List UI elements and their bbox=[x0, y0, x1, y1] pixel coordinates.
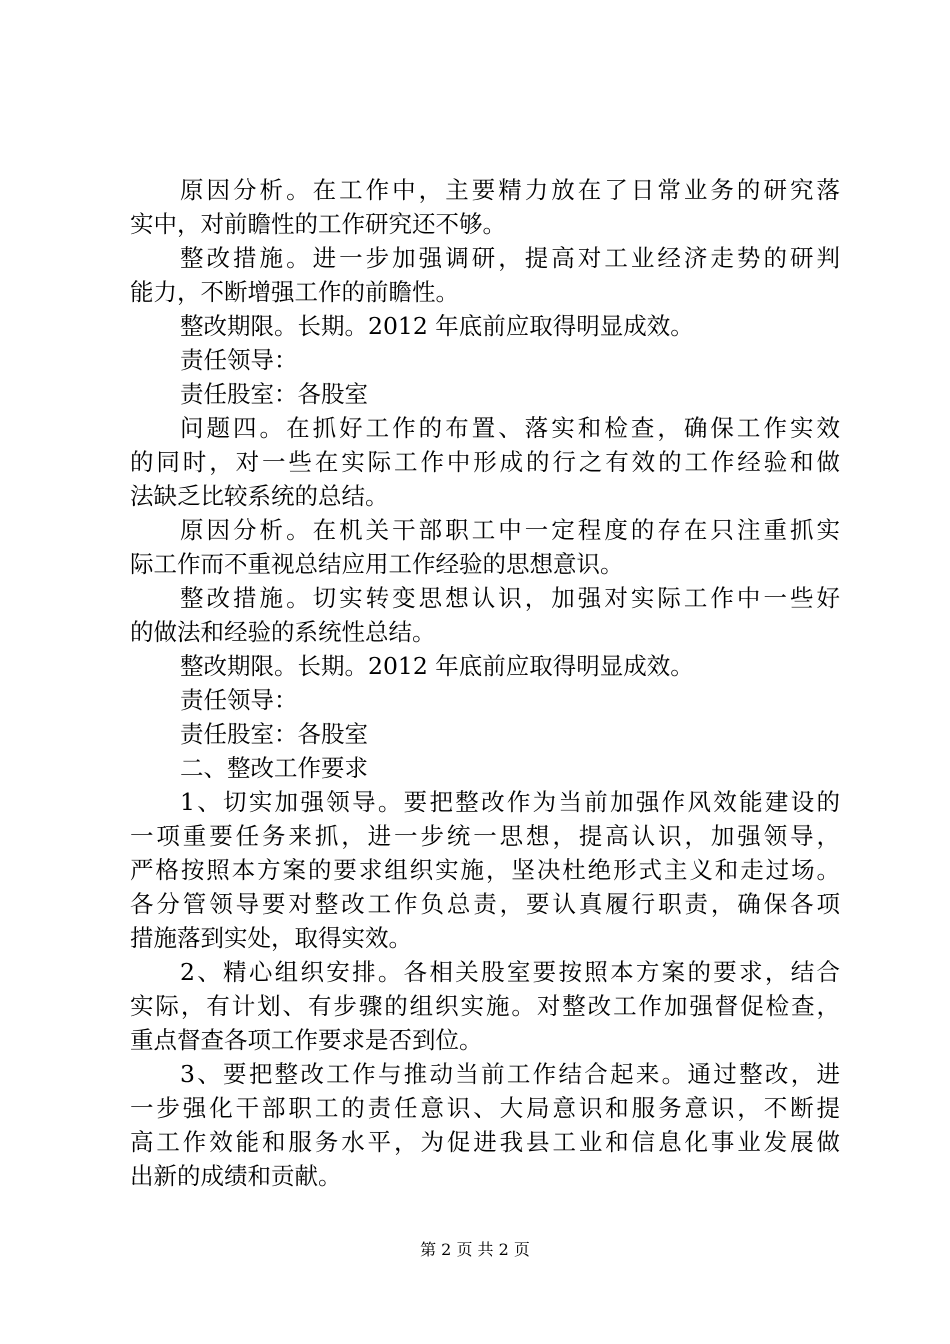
text-line: 问题四。在抓好工作的布置、落实和检查，确保工作实效 bbox=[180, 414, 840, 442]
text-line: 出新的成绩和贡献。 bbox=[130, 1162, 342, 1190]
text-line: 整改措施。进一步加强调研，提高对工业经济走势的研判 bbox=[180, 244, 840, 272]
text-line: 严格按照本方案的要求组织实施，坚决杜绝形式主义和走过场。 bbox=[130, 856, 840, 884]
text-line: 二、整改工作要求 bbox=[180, 754, 368, 782]
text-line: 能力，不断增强工作的前瞻性。 bbox=[130, 278, 459, 306]
text-line: 实中，对前瞻性的工作研究还不够。 bbox=[130, 210, 506, 238]
text-line: 责任股室：各股室 bbox=[180, 380, 368, 408]
text-line: 的做法和经验的系统性总结。 bbox=[130, 618, 436, 646]
page-footer: 第 2 页 共 2 页 bbox=[420, 1240, 530, 1259]
text-line: 责任领导： bbox=[180, 346, 298, 374]
text-line: 整改措施。切实转变思想认识，加强对实际工作中一些好 bbox=[180, 584, 840, 612]
text-line: 3、要把整改工作与推动当前工作结合起来。通过整改，进 bbox=[180, 1060, 840, 1088]
text-line: 1、切实加强领导。要把整改作为当前加强作风效能建设的 bbox=[180, 788, 840, 816]
text-line: 责任股室：各股室 bbox=[180, 720, 368, 748]
text-line: 整改期限。长期。2012 年底前应取得明显成效。 bbox=[180, 312, 694, 340]
text-line: 一项重要任务来抓，进一步统一思想，提高认识，加强领导， bbox=[130, 822, 840, 850]
text-line: 责任领导： bbox=[180, 686, 298, 714]
text-line: 高工作效能和服务水平，为促进我县工业和信息化事业发展做 bbox=[130, 1128, 840, 1156]
text-line: 原因分析。在工作中，主要精力放在了日常业务的研究落 bbox=[180, 176, 840, 204]
text-line: 2、精心组织安排。各相关股室要按照本方案的要求，结合 bbox=[180, 958, 840, 986]
text-line: 一步强化干部职工的责任意识、大局意识和服务意识，不断提 bbox=[130, 1094, 840, 1122]
text-line: 实际，有计划、有步骤的组织实施。对整改工作加强督促检查， bbox=[130, 992, 840, 1020]
text-line: 原因分析。在机关干部职工中一定程度的存在只注重抓实 bbox=[180, 516, 840, 544]
text-line: 的同时，对一些在实际工作中形成的行之有效的工作经验和做 bbox=[130, 448, 840, 476]
text-line: 重点督查各项工作要求是否到位。 bbox=[130, 1026, 483, 1054]
text-line: 际工作而不重视总结应用工作经验的思想意识。 bbox=[130, 550, 624, 578]
text-line: 措施落到实处，取得实效。 bbox=[130, 924, 412, 952]
text-line: 各分管领导要对整改工作负总责，要认真履行职责，确保各项 bbox=[130, 890, 840, 918]
text-line: 法缺乏比较系统的总结。 bbox=[130, 482, 389, 510]
document-body bbox=[130, 173, 840, 1193]
text-line: 整改期限。长期。2012 年底前应取得明显成效。 bbox=[180, 652, 694, 680]
